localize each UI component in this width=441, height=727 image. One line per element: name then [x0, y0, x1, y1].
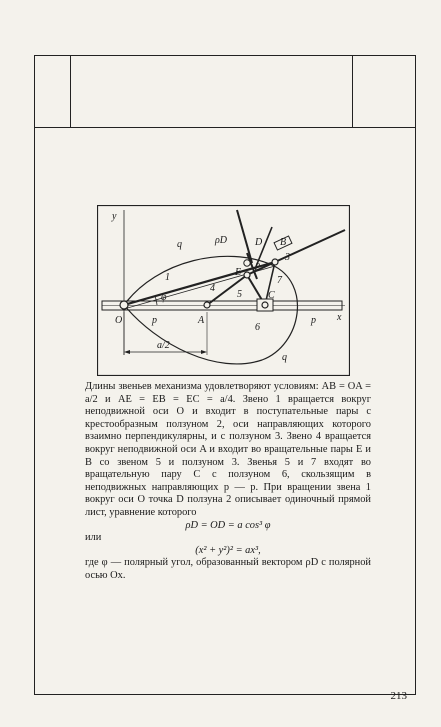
joint-A — [204, 302, 210, 308]
label-x: x — [337, 312, 342, 323]
joint-C — [262, 302, 268, 308]
label-3: 3 — [285, 252, 290, 263]
label-phi: φ — [161, 292, 167, 303]
label-4: 4 — [210, 283, 215, 294]
mechanism-figure — [97, 205, 350, 376]
description-paragraph: Длины звеньев механизма удовлетворяют условиям: AB = OA = a/2 и AE = EB = EC = a/4. Звено 1 вращается вокруг неподвижной оси O и входит в поступательные пары с крестообразным ползуном 2, оси направляющих которого взаимно перпендикулярны, и с ползуном 3. Звено 4 вращается вокруг неподвижной оси A и входит во вращательные пары E и B со звеном 5 и ползуном 3. Звенья 5 и 7 входят во вращательную пару C с ползуном 6, скользящим в неподвижных направляющих p — p. При вращении звена 1 вокруг оси O точка D ползуна 2 описывает одиночный прямой лист, уравнение которого — [85, 381, 371, 518]
label-2: 2 — [255, 262, 260, 273]
text-or: или — [85, 532, 102, 544]
label-5: 5 — [237, 289, 242, 300]
header-divider — [34, 127, 416, 128]
figure-border — [98, 206, 350, 376]
label-q-bottom: q — [282, 352, 287, 363]
header-right-rule — [352, 55, 353, 127]
label-a2: a/2 — [157, 340, 170, 351]
label-D: D — [255, 237, 263, 248]
text-where: где φ — полярный угол, образованный вектором ρD с полярной осью Ox. — [85, 557, 371, 581]
label-p-left: p — [152, 315, 157, 326]
formula-polar: ρD = OD = a cos³ φ — [185, 519, 271, 531]
joint-O — [120, 301, 128, 309]
label-E: E — [235, 267, 242, 278]
joint-B — [272, 259, 278, 265]
label-y: y — [112, 211, 117, 222]
label-B: B — [280, 237, 287, 248]
description-text — [85, 381, 371, 583]
label-rho-d: ρD — [215, 235, 228, 246]
page-number: 213 — [390, 690, 407, 702]
header-left-rule — [70, 55, 71, 127]
joint-E — [244, 272, 250, 278]
label-O: O — [115, 315, 123, 326]
label-6: 6 — [255, 322, 260, 333]
formula-cartesian: (x² + y²)² = ax³, — [195, 544, 261, 556]
label-A: A — [198, 315, 205, 326]
label-p-right: p — [311, 315, 316, 326]
label-q-top: q — [177, 239, 182, 250]
label-C: C — [268, 290, 275, 301]
label-1: 1 — [165, 272, 170, 283]
label-7: 7 — [277, 275, 282, 286]
